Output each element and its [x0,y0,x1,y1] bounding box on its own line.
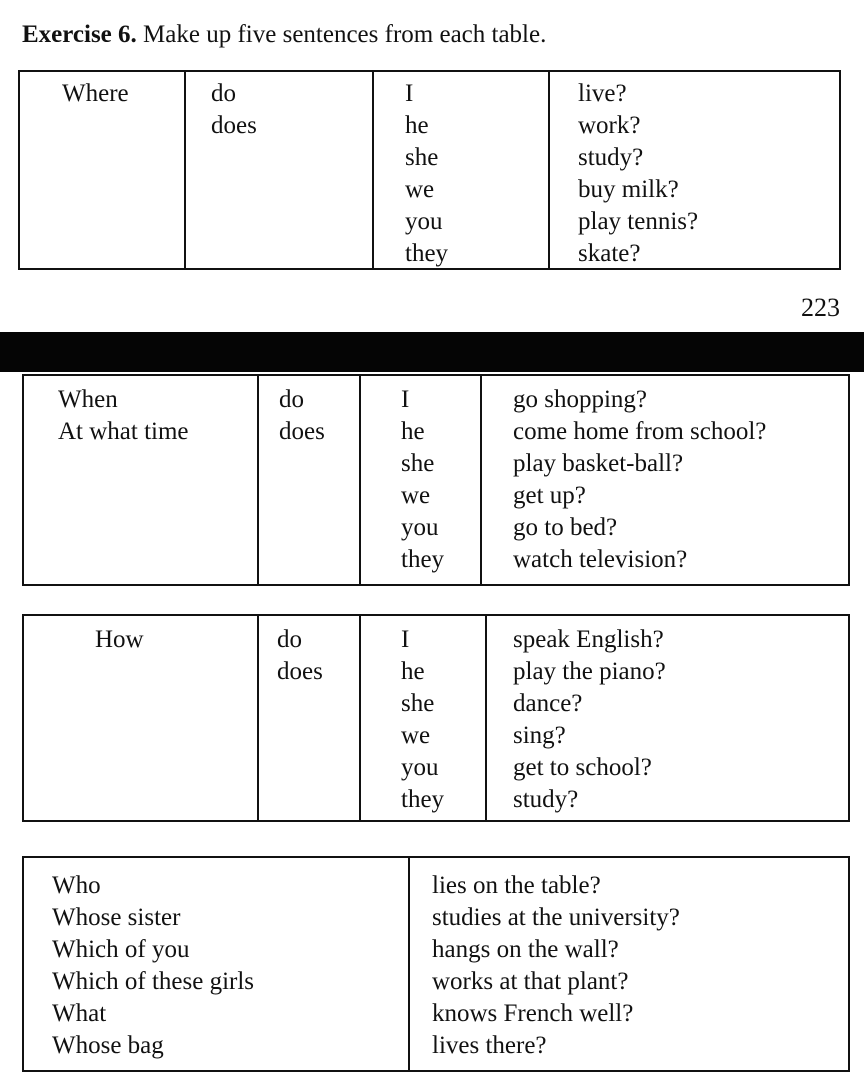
table-cell: does [279,418,325,445]
table-when-auxiliary-column [257,376,359,584]
table-cell: skate? [578,240,641,267]
table-cell: play tennis? [578,208,699,235]
table-cell: you [405,208,443,235]
table-who-subject-column [24,858,408,1070]
table-cell: live? [578,80,627,107]
table-cell: What [52,1000,107,1027]
table-cell: Which of you [52,936,190,963]
table-how-verb-column [485,616,848,820]
table-cell: I [401,626,410,653]
table-cell: Whose bag [52,1032,164,1059]
table-cell: work? [578,112,641,139]
table-cell: get to school? [513,754,652,781]
table-cell: she [401,450,435,477]
table-how-question-word-column [24,616,257,820]
table-cell: How [95,626,144,653]
page-break-band [0,332,864,372]
table-cell: they [401,786,445,813]
table-where-verb-column [548,72,839,268]
table-cell: dance? [513,690,583,717]
table-who [22,856,850,1072]
table-when-subject-column [359,376,480,584]
table-cell: lives there? [432,1032,547,1059]
table-cell: I [401,386,410,413]
table-cell: study? [578,144,644,171]
table-cell: Whose sister [52,904,181,931]
table-cell: buy milk? [578,176,679,203]
table-cell: they [401,546,445,573]
table-when-question-word-column [24,376,257,584]
table-cell: she [401,690,435,717]
table-cell: they [405,240,449,267]
page-number: 223 [801,293,840,322]
table-cell: he [401,418,425,445]
table-when [22,374,850,586]
table-cell: watch television? [513,546,688,573]
table-where-subject-column [372,72,548,268]
table-cell: go shopping? [513,386,648,413]
table-cell: play basket-ball? [513,450,684,477]
table-cell: we [401,722,431,749]
table-cell: lies on the table? [432,872,601,899]
table-cell: he [401,658,425,685]
table-cell: go to bed? [513,514,618,541]
table-cell: do [279,386,304,413]
table-cell: she [405,144,439,171]
table-how [22,614,850,822]
table-cell: Who [52,872,101,899]
table-cell: we [405,176,435,203]
table-where-question-word-column [20,72,184,268]
table-where-auxiliary-column [184,72,372,268]
table-cell: I [405,80,414,107]
table-cell: we [401,482,431,509]
table-cell: do [211,80,236,107]
table-cell: hangs on the wall? [432,936,619,963]
table-cell: does [211,112,257,139]
table-how-auxiliary-column [257,616,359,820]
table-cell: do [277,626,302,653]
table-cell: Where [62,80,129,107]
table-cell: sing? [513,722,566,749]
table-how-subject-column [359,616,485,820]
table-cell: study? [513,786,579,813]
table-cell: studies at the university? [432,904,680,931]
table-cell: When [58,386,118,413]
table-cell: does [277,658,323,685]
table-cell: works at that plant? [432,968,629,995]
table-where [18,70,841,270]
table-cell: get up? [513,482,586,509]
table-cell: At what time [58,418,189,445]
table-who-predicate-column [408,858,848,1070]
table-cell: you [401,514,439,541]
exercise-label: Exercise 6. [22,21,137,48]
exercise-heading [22,20,546,50]
table-cell: play the piano? [513,658,666,685]
table-when-verb-column [480,376,848,584]
table-cell: speak English? [513,626,664,653]
exercise-instruction: Make up five sentences from each table. [143,21,547,48]
table-cell: he [405,112,429,139]
table-cell: knows French well? [432,1000,634,1027]
table-cell: come home from school? [513,418,767,445]
table-cell: Which of these girls [52,968,255,995]
table-cell: you [401,754,439,781]
